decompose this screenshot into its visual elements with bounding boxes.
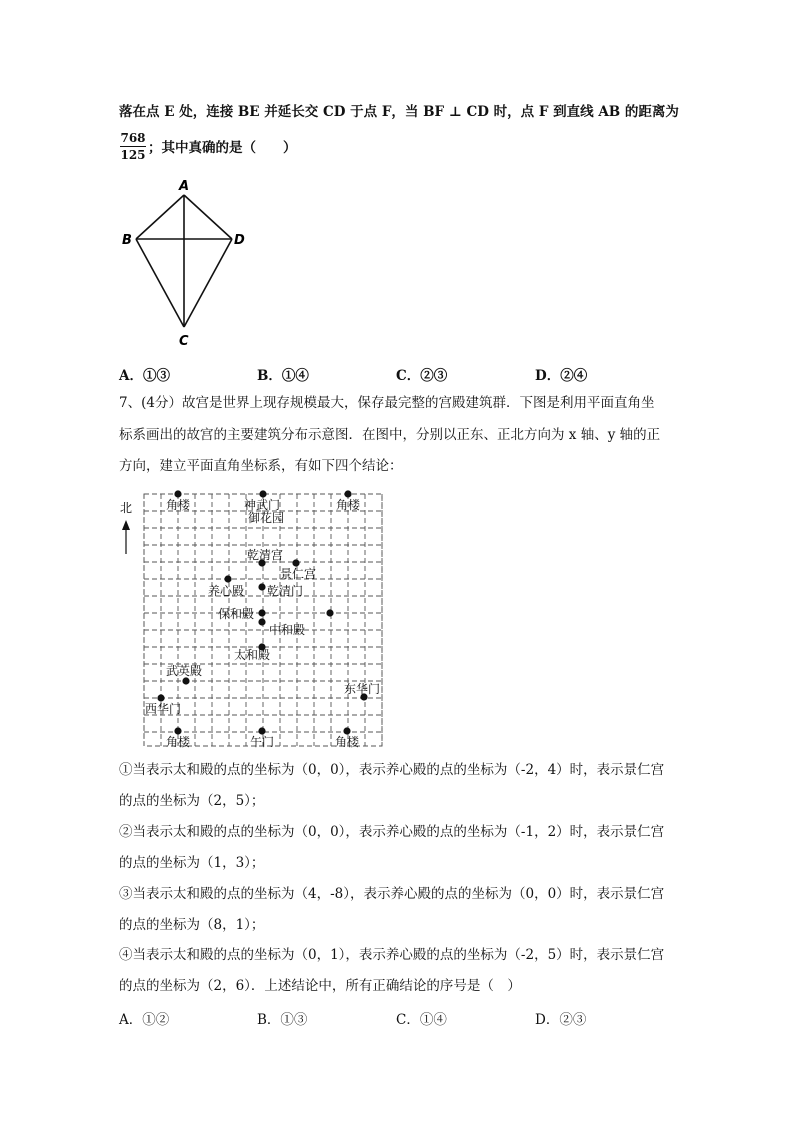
map-point-dot [326, 609, 333, 616]
q7-option-a[interactable] [119, 1008, 169, 1028]
qianqingmen-label: 乾清门 [267, 584, 304, 598]
jiaolou-br-dot [343, 727, 350, 734]
donghuamen-label: 东华门 [344, 682, 381, 696]
q7-stem-line3: 方向，建立平面直角坐标系，有如下四个结论： [119, 458, 403, 474]
option-text: ①② [142, 1012, 170, 1028]
qianqingmen-dot [258, 583, 265, 590]
conclusion-4-line2: 的点的坐标为（2，6）．上述结论中，所有正确结论的序号是（ ） [119, 978, 521, 994]
map-point-dot [258, 618, 265, 625]
q7-stem-line2: 标系画出的故宫的主要建筑分布示意图．在图中，分别以正东、正北方向为 x 轴、y 轴的正 [119, 427, 661, 443]
label-c: C [179, 334, 189, 349]
wuyingdian-label: 武英殿 [166, 664, 203, 678]
q6-option-b[interactable] [257, 364, 309, 384]
q7-option-c[interactable] [396, 1008, 447, 1028]
q6-option-a[interactable] [119, 364, 170, 384]
jiaolou-br-label: 角楼 [335, 735, 360, 749]
shenwumen-dot [259, 490, 266, 497]
wumen-label: 午门 [250, 735, 275, 749]
label-a: A [179, 179, 190, 194]
conclusion-1-line2: 的点的坐标为（2，5）； [119, 793, 265, 809]
label-b: B [122, 233, 132, 248]
palace-map [110, 488, 390, 752]
xihuamen-dot [157, 694, 164, 701]
jingrengong-label: 景仁宫 [280, 567, 317, 581]
option-letter: B． [257, 368, 282, 384]
shenwumen-label: 神武门 [244, 498, 281, 512]
option-letter: A． [119, 1012, 143, 1028]
wuyingdian-dot [182, 677, 189, 684]
xihuamen-label: 西华门 [145, 702, 182, 716]
wumen-dot [258, 727, 265, 734]
label-d: D [234, 233, 245, 248]
option-letter: A． [119, 368, 143, 384]
q6-distance-fraction [120, 131, 146, 162]
taihedian-label: 太和殿 [234, 648, 271, 662]
edge-ad [184, 195, 232, 239]
edge-bc [136, 239, 184, 327]
option-letter: D． [535, 1012, 560, 1028]
yuhuayuan-label: 御花园 [248, 511, 285, 525]
fraction-numerator: 768 [120, 131, 146, 145]
conclusion-1-line1: ①当表示太和殿的点的坐标为（0，0），表示养心殿的点的坐标为（-2，4）时，表示景仁宫 [119, 762, 665, 778]
jiaolou-bl-dot [174, 727, 181, 734]
conclusion-4-line1: ④当表示太和殿的点的坐标为（0，1），表示养心殿的点的坐标为（-2，5）时，表示景仁宫 [119, 947, 665, 963]
arrow-head-icon [122, 520, 130, 530]
yangxindian-dot [224, 575, 231, 582]
north-label: 北 [120, 501, 133, 515]
option-letter: D． [535, 368, 561, 384]
option-text: ①③ [280, 1012, 308, 1028]
option-letter: C． [396, 1012, 420, 1028]
edge-ab [136, 195, 184, 239]
conclusion-3-line2: 的点的坐标为（8，1）； [119, 917, 265, 933]
option-letter: B． [257, 1012, 281, 1028]
q7-stem-line1: 7、(4分）故宫是世界上现存规模最大，保存最完整的宫殿建筑群．下图是利用平面直角坐 [119, 395, 655, 411]
jiaolou-tr-dot [344, 490, 351, 497]
edge-dc [184, 239, 232, 327]
north-arrow [122, 520, 130, 554]
jiaolou-bl-label: 角楼 [166, 735, 191, 749]
q6-option-d[interactable] [535, 364, 587, 384]
q7-option-d[interactable] [535, 1008, 586, 1028]
option-text: ②③ [420, 368, 448, 384]
option-text: ①④ [419, 1012, 447, 1028]
fraction-denominator: 125 [120, 148, 146, 162]
option-text: ②④ [560, 368, 588, 384]
q7-option-b[interactable] [257, 1008, 307, 1028]
yangxindian-label: 养心殿 [208, 584, 245, 598]
conclusion-3-line1: ③当表示太和殿的点的坐标为（4，-8），表示养心殿的点的坐标为（0，0）时，表示景仁宫 [119, 886, 665, 902]
baohedian-dot [258, 609, 265, 616]
jiaolou-tl-dot [174, 490, 181, 497]
option-text: ②③ [559, 1012, 587, 1028]
jiaolou-tl-label: 角楼 [166, 498, 191, 512]
qianqinggong-label: 乾清宫 [247, 548, 284, 562]
q6-text-line1: 落在点 E 处，连接 BE 并延长交 CD 于点 F，当 BF ⊥ CD 时，点 F 到直线 AB 的距离为 [119, 104, 679, 120]
baohedian-label: 保和殿 [218, 607, 255, 621]
option-letter: C． [396, 368, 421, 384]
option-text: ①④ [281, 368, 309, 384]
option-text: ①③ [142, 368, 170, 384]
conclusion-2-line2: 的点的坐标为（1，3）； [119, 855, 265, 871]
jiaolou-tr-label: 角楼 [336, 498, 361, 512]
q6-option-c[interactable] [396, 364, 447, 384]
q6-kite-figure [116, 175, 256, 355]
zhonghedian-label: 中和殿 [269, 623, 306, 637]
q6-text-line2: ；其中真确的是（ ） [148, 140, 297, 156]
jingrengong-dot [292, 559, 299, 566]
conclusion-2-line1: ②当表示太和殿的点的坐标为（0，0），表示养心殿的点的坐标为（-1，2）时，表示景仁宫 [119, 824, 665, 840]
